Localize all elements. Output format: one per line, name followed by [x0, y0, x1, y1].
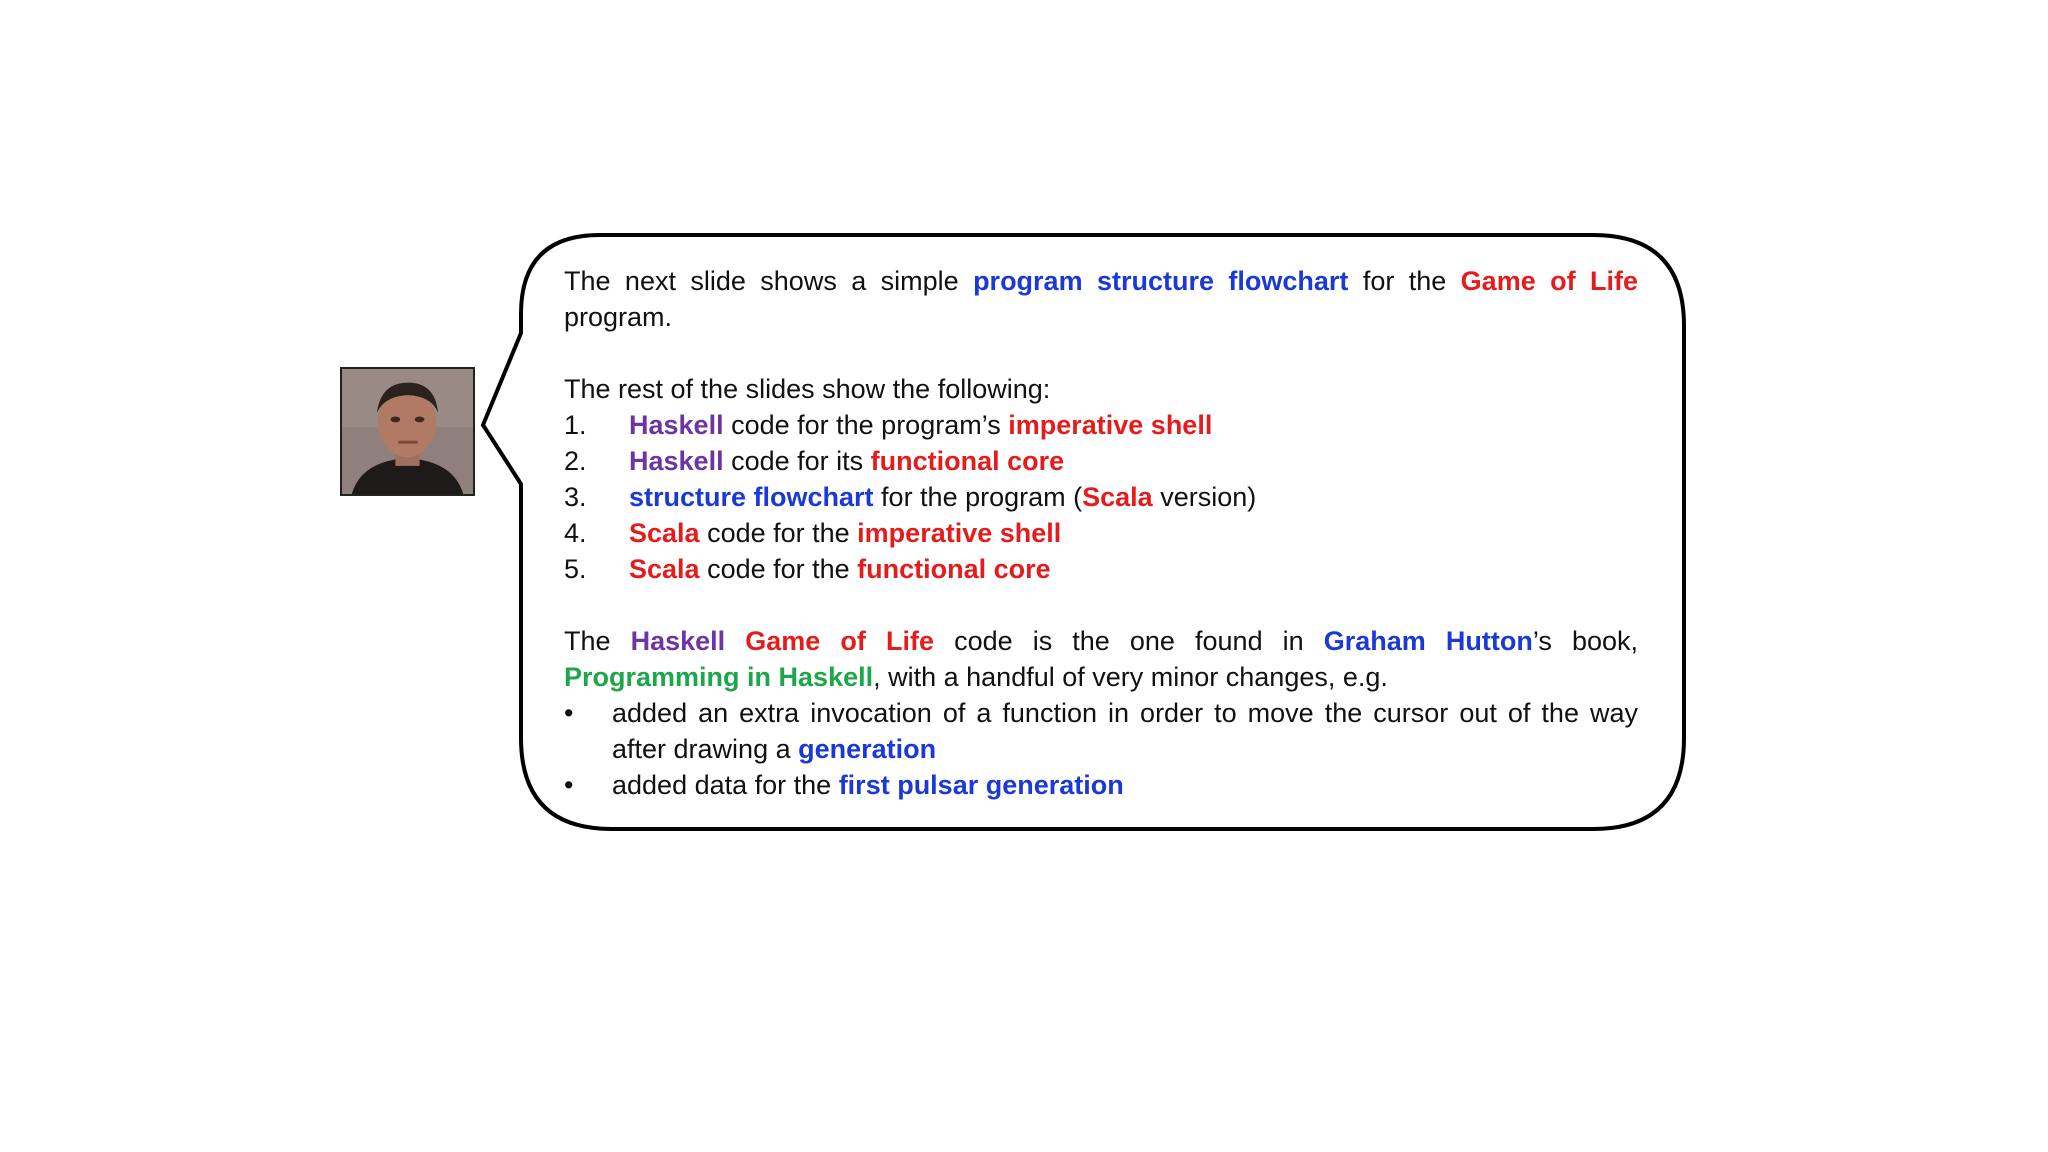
list-number: 1. — [564, 410, 587, 440]
list-text-b: code for the — [699, 554, 858, 584]
list-text-d: version) — [1152, 482, 1257, 512]
list-number: 5. — [564, 554, 587, 584]
list-text-b: for the program ( — [873, 482, 1083, 512]
outro-text-1: The — [564, 626, 631, 656]
list-number: 3. — [564, 482, 587, 512]
outro-keyword-graham-hutton: Graham Hutton — [1323, 626, 1533, 656]
intro-text-3: program. — [564, 302, 673, 332]
intro-keyword-flowchart: program structure flowchart — [973, 266, 1349, 296]
list-keyword-a: Scala — [629, 518, 700, 548]
outro-keyword-book-title-1: Programming — [564, 662, 740, 692]
author-photo — [340, 367, 475, 496]
bullet-text: added data for the — [612, 770, 839, 800]
intro-line-2 — [564, 299, 1638, 335]
list-keyword-c: imperative shell — [857, 518, 1062, 548]
list-text-b: code for the program’s — [723, 410, 1009, 440]
outro-text-3: ’s book, — [1532, 626, 1639, 656]
list-keyword-c: imperative shell — [1008, 410, 1213, 440]
list-text-b: code for the — [699, 518, 858, 548]
bullet-icon: • — [564, 698, 574, 728]
bullet-keyword: generation — [798, 734, 937, 764]
list-keyword-a: structure flowchart — [629, 482, 874, 512]
list-number: 4. — [564, 518, 587, 548]
intro-text-1: The next slide shows a simple — [564, 266, 974, 296]
list-number: 2. — [564, 446, 587, 476]
list-item — [564, 479, 1638, 515]
list-text-b: code for its — [723, 446, 871, 476]
list-keyword-c: functional core — [870, 446, 1065, 476]
list-item — [564, 551, 1638, 587]
outro-keyword-book-title-2: in Haskell — [747, 662, 874, 692]
bubble-text — [564, 263, 1638, 803]
list-keyword-a: Haskell — [629, 410, 724, 440]
list-intro: The rest of the slides show the following: — [564, 374, 1051, 404]
intro-line — [564, 263, 1638, 299]
outro-text-4: , with a handful of very minor changes, e.g. — [873, 662, 1388, 692]
list-item — [564, 515, 1638, 551]
outro-keyword-game-of-life: Game of Life — [745, 626, 934, 656]
bullet-item — [564, 767, 1638, 803]
intro-keyword-game-of-life: Game of Life — [1460, 266, 1638, 296]
bullet-item — [564, 695, 1638, 767]
list-keyword-a: Scala — [629, 554, 700, 584]
outro-keyword-haskell: Haskell — [630, 626, 726, 656]
list-item — [564, 443, 1638, 479]
outro-paragraph — [564, 623, 1638, 695]
outro-text-2: code is the one found in — [933, 626, 1324, 656]
list-keyword-a: Haskell — [629, 446, 724, 476]
list-item — [564, 407, 1638, 443]
bullet-icon: • — [564, 770, 574, 800]
bullet-text: added an extra invocation of a function in order to move the cursor out of the way after drawing a — [612, 698, 1638, 764]
person-photo-icon — [342, 369, 473, 494]
list-keyword-c: functional core — [857, 554, 1051, 584]
intro-text-2: for the — [1348, 266, 1461, 296]
list-keyword-c: Scala — [1082, 482, 1153, 512]
bullet-keyword: first pulsar generation — [838, 770, 1124, 800]
